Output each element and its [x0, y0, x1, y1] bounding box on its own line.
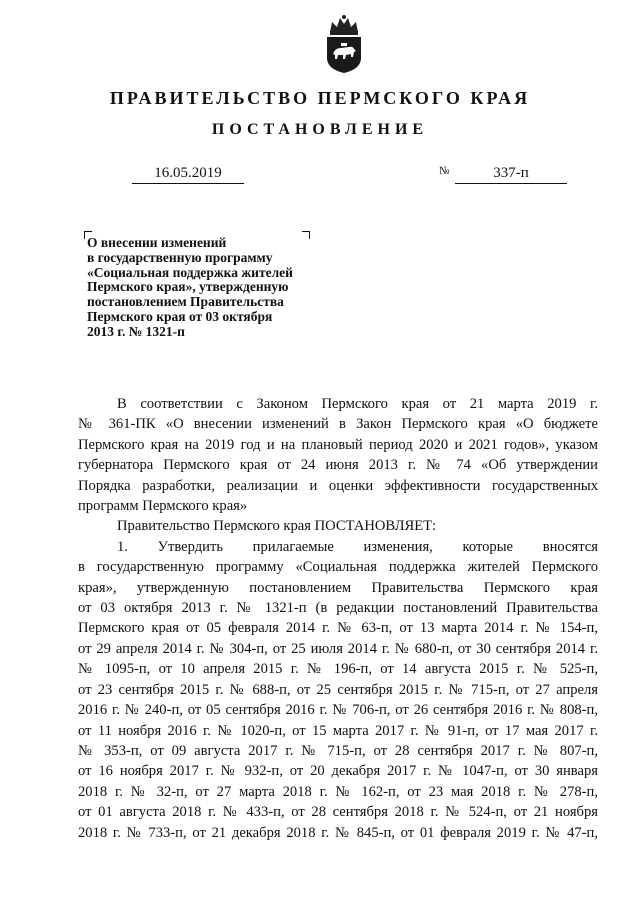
item-line: 2016 г. № 240-п, от 05 сентября 2016 г. № 706-п, от 26 сентября 2016 г. № 808-п,: [78, 702, 598, 719]
item-line: № 1095-п, от 10 апреля 2015 г. № 196-п, от 14 августа 2015 г. № 525-п,: [78, 661, 598, 678]
preamble-line: программ Пермского края»: [78, 498, 248, 515]
subject-line: О внесении изменений: [87, 235, 227, 250]
subject-line: в государственную программу: [87, 249, 273, 265]
item-line: 2018 г. № 733-п, от 21 декабря 2018 г. № 845-п, от 01 февраля 2019 г. № 47-п,: [78, 824, 598, 841]
preamble-line: губернатора Пермского края от 24 июня 2013 г. № 74 «Об утверждении: [78, 457, 598, 474]
preamble-line: В соответствии с Законом Пермского края от 21 марта 2019 г.: [117, 396, 598, 412]
item-line: 1. Утвердить прилагаемые изменения, которые вносятся: [117, 538, 598, 555]
item-line: в государственную программу «Социальная поддержка жителей Пермского: [78, 559, 598, 576]
document-body: [78, 394, 598, 843]
decree-line: Правительство Пермского края ПОСТАНОВЛЯЕТ:: [117, 518, 437, 535]
preamble-line: № 361-ПК «О внесении изменений в Закон Пермского края «О бюджете: [78, 416, 598, 433]
document-subject: [87, 236, 327, 340]
preamble-line: Пермского края на 2019 год и на плановый период 2020 и 2021 годов», указом: [78, 436, 598, 453]
subject-line: постановлением Правительства: [87, 294, 284, 310]
item-line: от 03 октября 2013 г. № 1321-п (в редакции постановлений Правительства: [78, 600, 598, 617]
subject-line: Пермского края от 03 октября: [87, 308, 273, 324]
item-line: края», утвержденную постановлением Правительства Пермского края: [78, 579, 598, 596]
item-line: от 23 сентября 2015 г. № 688-п, от 25 сентября 2015 г. № 715-п, от 27 апреля: [78, 681, 598, 698]
item-line: от 29 апреля 2014 г. № 304-п, от 25 июля 2014 г. № 680-п, от 30 сентября 2014 г.: [78, 640, 598, 657]
item-line: от 11 ноября 2016 г. № 1020-п, от 15 марта 2017 г. № 91-п, от 17 мая 2017 г.: [78, 722, 598, 739]
item-line: Пермского края от 05 февраля 2014 г. № 63-п, от 13 марта 2014 г. № 154-п,: [78, 620, 598, 637]
subject-line: «Социальная поддержка жителей: [87, 264, 293, 280]
item-line: 2018 г. № 32-п, от 27 марта 2018 г. № 162-п, от 23 мая 2018 г. № 278-п,: [78, 783, 598, 800]
preamble-line: Порядка разработки, реализации и оценки эффективности государственных: [78, 477, 598, 494]
item-line: № 353-п, от 09 августа 2017 г. № 715-п, от 28 сентября 2017 г. № 807-п,: [78, 742, 598, 759]
perm-krai-coat-of-arms-icon: [322, 14, 366, 74]
document-type: ПОСТАНОВЛЕНИЕ: [211, 121, 429, 138]
subject-line: 2013 г. № 1321-п: [87, 323, 185, 339]
number-sign: №: [439, 165, 450, 177]
document-number: 337-п: [455, 163, 567, 184]
item-line: от 16 ноября 2017 г. № 932-п, от 20 декабря 2017 г. № 1047-п, от 30 января: [78, 763, 598, 780]
government-title: ПРАВИТЕЛЬСТВО ПЕРМСКОГО КРАЯ: [109, 88, 531, 108]
document-date: 16.05.2019: [132, 163, 244, 184]
item-line: от 01 августа 2018 г. № 433-п, от 28 сентября 2018 г. № 524-п, от 21 ноября: [78, 804, 598, 821]
subject-line: Пермского края», утвержденную: [87, 279, 289, 295]
